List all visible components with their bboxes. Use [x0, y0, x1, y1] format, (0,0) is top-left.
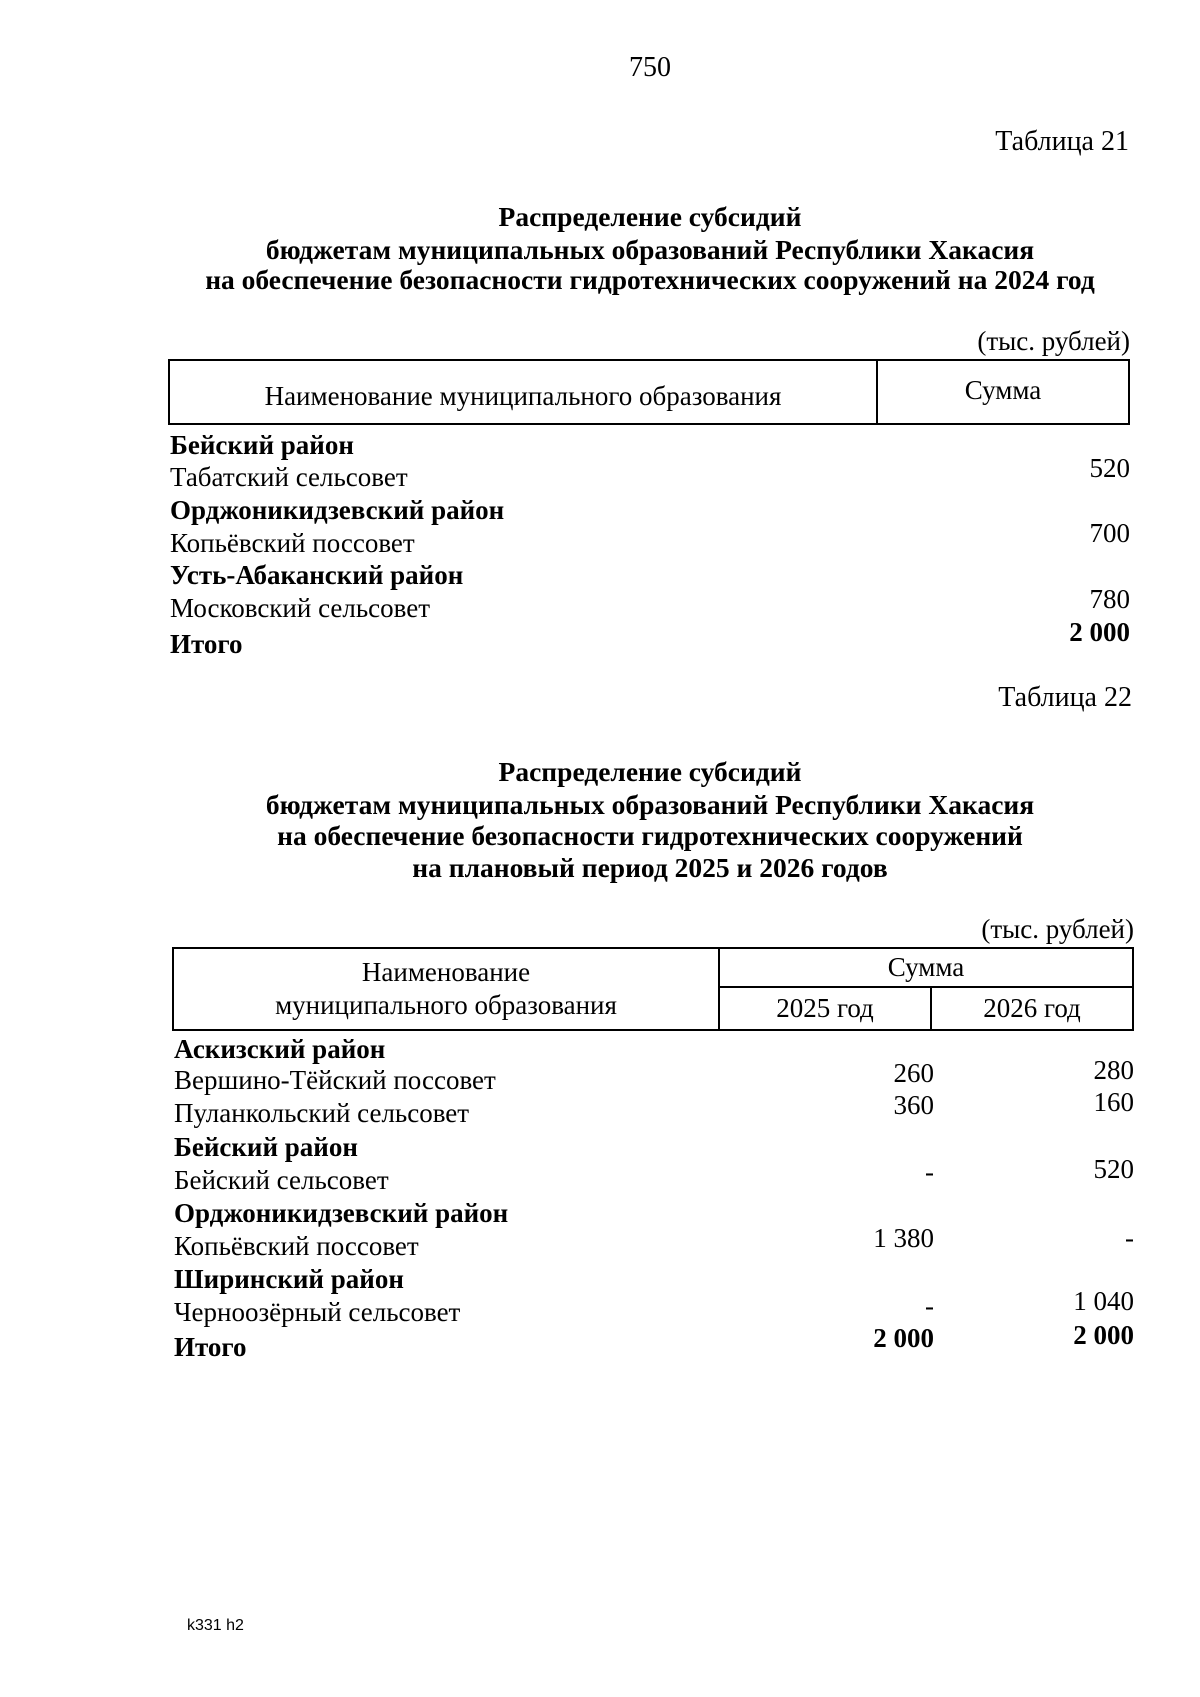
table-22-label: Таблица 22: [998, 682, 1132, 713]
table-22-col-2026-text: 2026 год: [983, 993, 1081, 1023]
table-21-label: Таблица 21: [995, 126, 1129, 157]
table-22-col-2025-text: 2025 год: [776, 993, 874, 1023]
table-22-total-value-2025: 2 000: [873, 1323, 934, 1353]
table-21-header: [168, 359, 1130, 425]
footer-code: k331 h2: [187, 1617, 244, 1634]
table-22-col-name-header: [174, 949, 720, 1029]
table-22-col-name-line-2: муниципального образования: [275, 990, 617, 1020]
table-21-row-name: Бейский район: [170, 430, 354, 460]
table-22-row-name: Черноозёрный сельсовет: [174, 1297, 461, 1327]
table-22-row-name: Пуланкольский сельсовет: [174, 1098, 470, 1128]
table-21-row-name: Усть-Абаканский район: [170, 560, 464, 590]
table-21-row-value: 780: [1089, 584, 1130, 614]
table-22-header: [172, 947, 1134, 1031]
table-21-total-label: Итого: [170, 629, 243, 659]
table-22-col-2025-header: [720, 988, 932, 1029]
table-22-row-value-2025: -: [925, 1157, 934, 1187]
table-22-row-value-2025: -: [925, 1291, 934, 1321]
table-22-row-value-2026: 280: [1093, 1055, 1134, 1085]
table-22-title-line-4: на плановый период 2025 и 2026 годов: [412, 852, 888, 883]
table-21-title-line-1: Распределение субсидий: [498, 201, 802, 232]
table-22-row-value-2026: 160: [1093, 1087, 1134, 1117]
table-22-title-line-2: бюджетам муниципальных образований Республики Хакасия: [265, 789, 1035, 820]
table-22-col-2026-header: [932, 988, 1132, 1029]
table-22-col-sum-header: [720, 949, 1132, 988]
table-22-total-label: Итого: [174, 1332, 247, 1362]
table-22-title-line-3: на обеспечение безопасности гидротехнических сооружений: [277, 820, 1023, 851]
table-22-col-name-line-1: Наименование: [361, 957, 531, 987]
table-21-row-name: Орджоникидзевский район: [170, 495, 505, 525]
table-22-row-value-2025: 260: [893, 1058, 934, 1088]
table-21-title-line-2: бюджетам муниципальных образований Республики Хакасия: [265, 234, 1035, 265]
table-22-title-line-1: Распределение субсидий: [498, 756, 802, 787]
table-22-row-value-2026: 520: [1093, 1154, 1134, 1184]
table-21-col-name-text: Наименование муниципального образования: [264, 380, 782, 411]
table-22-row-name: Аскизский район: [174, 1034, 386, 1064]
table-21-title-line-3: на обеспечение безопасности гидротехнических сооружений на 2024 год: [205, 264, 1095, 295]
table-21-col-sum-header: [878, 361, 1128, 423]
table-21-col-name-header: [170, 361, 878, 423]
table-22-row-value-2025: 360: [893, 1090, 934, 1120]
table-21-unit: (тыс. рублей): [977, 326, 1130, 356]
table-21-row-name: Московский сельсовет: [170, 593, 431, 623]
page-number: 750: [629, 52, 671, 83]
table-22-row-name: Бейский сельсовет: [174, 1165, 389, 1195]
table-22-row-name: Копьёвский поссовет: [174, 1231, 419, 1261]
table-22-row-value-2026: 1 040: [1073, 1286, 1134, 1316]
table-21-col-sum-text: Сумма: [964, 374, 1042, 405]
table-22-row-value-2026: -: [1125, 1223, 1134, 1253]
table-21-row-name: Копьёвский поссовет: [170, 528, 415, 558]
table-21-total-value: 2 000: [1069, 617, 1130, 647]
table-22-unit: (тыс. рублей): [981, 914, 1134, 944]
table-21-row-value: 520: [1089, 453, 1130, 483]
table-21-row-value: 700: [1089, 518, 1130, 548]
table-22-col-sum-text: Сумма: [887, 952, 965, 982]
table-22-row-value-2025: 1 380: [873, 1223, 934, 1253]
table-22-row-name: Вершино-Тёйский поссовет: [174, 1065, 496, 1095]
table-22-row-name: Ширинский район: [174, 1264, 404, 1294]
table-22-row-name: Орджоникидзевский район: [174, 1198, 509, 1228]
table-21-row-name: Табатский сельсовет: [170, 462, 408, 492]
table-22-total-value-2026: 2 000: [1073, 1320, 1134, 1350]
table-22-row-name: Бейский район: [174, 1132, 358, 1162]
